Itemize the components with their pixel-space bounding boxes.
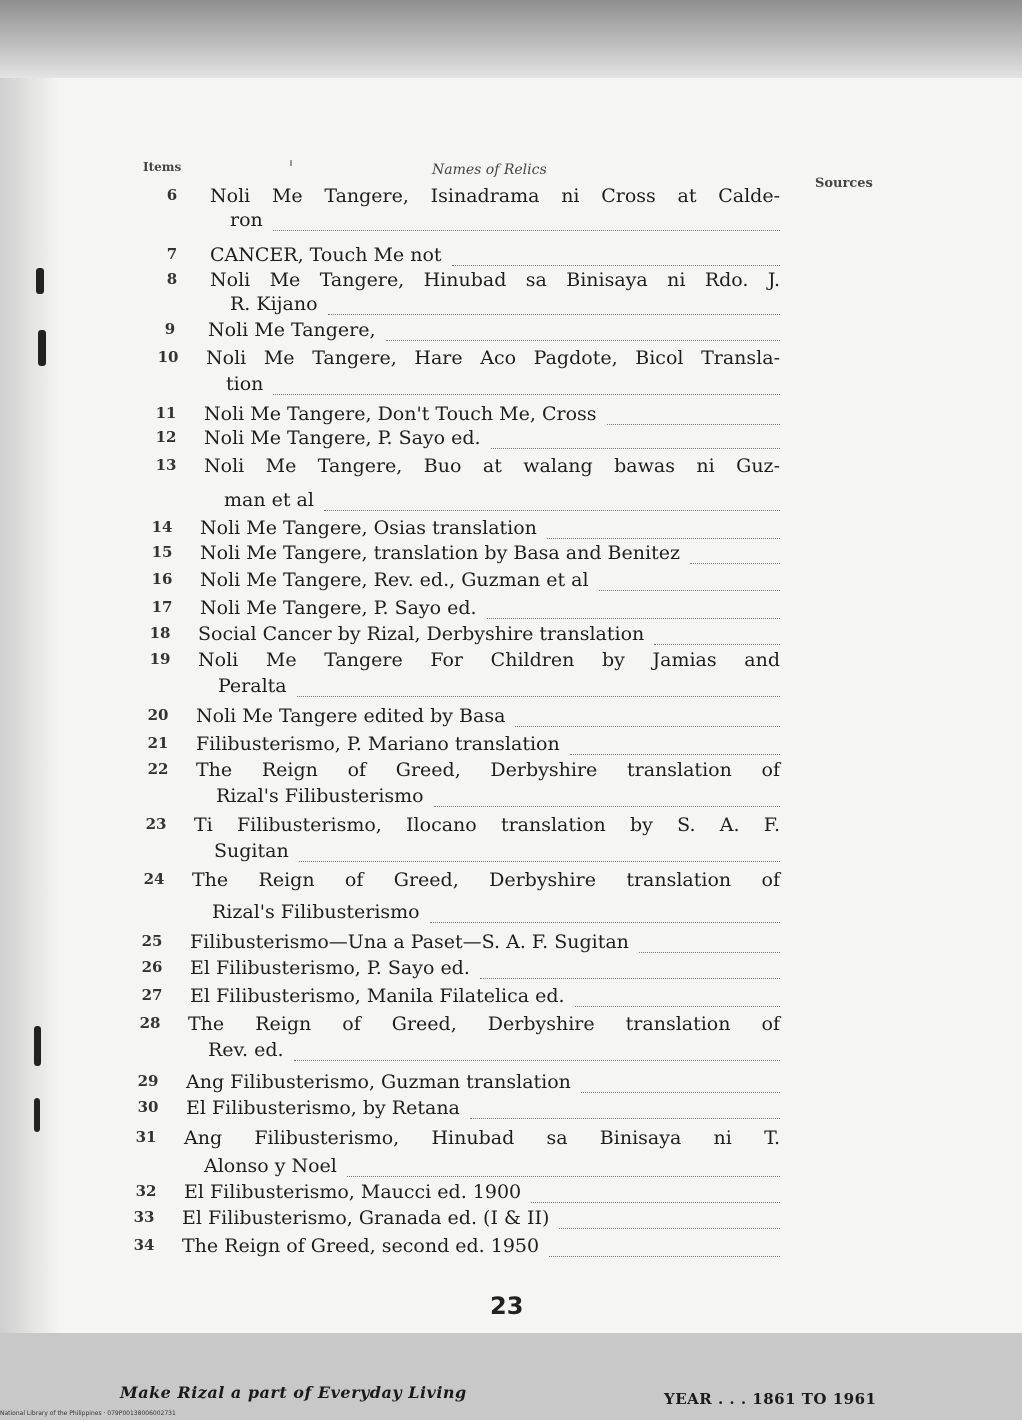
item-number: 31 — [135, 1128, 157, 1146]
dot-leader — [570, 740, 780, 755]
footer-years: YEAR . . . 1861 TO 1961 — [664, 1390, 877, 1408]
relic-name: The Reign of Greed, second ed. 1950 — [182, 1235, 540, 1257]
item-number: 12 — [155, 428, 177, 446]
item-number: 28 — [139, 1014, 161, 1032]
dot-leader — [599, 576, 780, 591]
item-number: 20 — [147, 706, 169, 724]
dot-leader — [607, 410, 780, 425]
item-number: 26 — [141, 958, 163, 976]
item-number: 25 — [141, 932, 163, 950]
dot-leader — [294, 1046, 780, 1061]
item-number: 24 — [143, 870, 165, 888]
dot-leader — [654, 630, 780, 645]
item-number: 17 — [151, 598, 173, 616]
relic-name-continued: Sugitan — [214, 840, 289, 862]
dot-leader — [491, 434, 780, 449]
item-number: 7 — [166, 245, 178, 263]
relic-name-continued: tion — [226, 373, 264, 395]
relic-name: Noli Me Tangere, Hinubad sa Binisaya ni Rdo. J. — [210, 269, 780, 291]
item-number: 6 — [166, 186, 178, 204]
dot-leader — [347, 1162, 780, 1177]
dot-leader — [480, 964, 780, 979]
dot-leader — [452, 251, 780, 266]
relic-name: Noli Me Tangere, P. Sayo ed. — [204, 427, 481, 449]
dot-leader — [297, 682, 780, 697]
item-number: 9 — [164, 320, 176, 338]
dot-leader — [515, 712, 780, 727]
relic-name-continued: Peralta — [218, 675, 287, 697]
relic-name: El Filibusterismo, Manila Filatelica ed. — [190, 985, 565, 1007]
relic-name: El Filibusterismo, Maucci ed. 1900 — [184, 1181, 522, 1203]
relic-name: Noli Me Tangere, P. Sayo ed. — [200, 597, 477, 619]
binding-shadow — [0, 78, 60, 1333]
column-header-names: Names of Relics — [432, 162, 547, 178]
dot-leader — [470, 1104, 780, 1119]
relic-name: Noli Me Tangere, translation by Basa and Benitez — [200, 542, 680, 564]
relic-name: Filibusterismo—Una a Paset—S. A. F. Sugitan — [190, 931, 629, 953]
dot-leader — [559, 1214, 780, 1229]
relic-name: Noli Me Tangere, Rev. ed., Guzman et al — [200, 569, 589, 591]
item-number: 22 — [147, 760, 169, 778]
dot-leader — [430, 908, 780, 923]
dot-leader — [487, 604, 780, 619]
dot-leader — [549, 1242, 780, 1257]
relic-name: The Reign of Greed, Derbyshire translation of — [188, 1013, 780, 1035]
dot-leader — [273, 216, 780, 231]
dot-leader — [324, 496, 780, 511]
relic-name: Noli Me Tangere, Isinadrama ni Cross at Calde- — [210, 185, 780, 207]
relic-name: Noli Me Tangere edited by Basa — [196, 705, 506, 727]
dot-leader — [690, 549, 780, 564]
item-number: 18 — [149, 624, 171, 642]
scan-top-shadow — [0, 0, 1022, 78]
scan-source-strip: National Library of the Philippines · 079P00138006002731 — [0, 1410, 176, 1417]
dot-leader — [581, 1078, 780, 1093]
relic-name: Noli Me Tangere, Osias translation — [200, 517, 537, 539]
relic-name-continued: R. Kijano — [230, 293, 318, 315]
dot-leader — [299, 847, 780, 862]
item-number: 11 — [155, 404, 177, 422]
relic-name: Noli Me Tangere, — [208, 319, 376, 341]
binding-mark — [38, 330, 46, 366]
relic-name-continued: Rizal's Filibusterismo — [216, 785, 424, 807]
dot-leader — [639, 938, 780, 953]
dot-leader — [328, 300, 780, 315]
relic-name: Ang Filibusterismo, Hinubad sa Binisaya ni T. — [184, 1127, 780, 1149]
item-number: 16 — [151, 570, 173, 588]
item-number: 34 — [133, 1236, 155, 1254]
footer-motto: Make Rizal a part of Everyday Living — [120, 1383, 467, 1402]
relic-name-continued: Rev. ed. — [208, 1039, 284, 1061]
relic-name: Noli Me Tangere, Hare Aco Pagdote, Bicol Transla- — [206, 347, 780, 369]
relic-name: El Filibusterismo, by Retana — [186, 1097, 460, 1119]
relic-name-continued: Alonso y Noel — [204, 1155, 337, 1177]
binding-mark — [36, 268, 44, 294]
dot-leader — [434, 792, 780, 807]
dot-leader — [531, 1188, 780, 1203]
relic-name: El Filibusterismo, Granada ed. (I & II) — [182, 1207, 550, 1229]
relic-name: The Reign of Greed, Derbyshire translation of — [192, 869, 780, 891]
header-tick — [290, 160, 292, 166]
dot-leader — [273, 380, 780, 395]
binding-mark — [34, 1026, 41, 1066]
relic-name: Ti Filibusterismo, Ilocano translation by S. A. F. — [194, 814, 780, 836]
relic-name-continued: Rizal's Filibusterismo — [212, 901, 420, 923]
relic-name: CANCER, Touch Me not — [210, 244, 442, 266]
relic-name: Noli Me Tangere, Buo at walang bawas ni Guz- — [204, 455, 780, 477]
binding-mark — [34, 1098, 40, 1132]
relic-name: Noli Me Tangere, Don't Touch Me, Cross — [204, 403, 597, 425]
item-number: 33 — [133, 1208, 155, 1226]
relic-name: Ang Filibusterismo, Guzman translation — [186, 1071, 571, 1093]
item-number: 19 — [149, 650, 171, 668]
item-number: 14 — [151, 518, 173, 536]
item-number: 29 — [137, 1072, 159, 1090]
column-header-sources: Sources — [815, 176, 873, 191]
relic-name: El Filibusterismo, P. Sayo ed. — [190, 957, 470, 979]
item-number: 13 — [155, 456, 177, 474]
relic-name: Filibusterismo, P. Mariano translation — [196, 733, 560, 755]
page-number: 23 — [490, 1292, 524, 1320]
relic-name: Social Cancer by Rizal, Derbyshire translation — [198, 623, 645, 645]
item-number: 32 — [135, 1182, 157, 1200]
relic-name-continued: ron — [230, 209, 263, 231]
relic-name: Noli Me Tangere For Children by Jamias and — [198, 649, 780, 671]
column-header-items: Items — [143, 160, 182, 174]
item-number: 23 — [145, 815, 167, 833]
relic-name-continued: man et al — [224, 489, 314, 511]
relic-name: The Reign of Greed, Derbyshire translation of — [196, 759, 780, 781]
item-number: 30 — [137, 1098, 159, 1116]
item-number: 8 — [166, 270, 178, 288]
item-number: 10 — [157, 348, 179, 366]
item-number: 27 — [141, 986, 163, 1004]
dot-leader — [547, 524, 780, 539]
item-number: 21 — [147, 734, 169, 752]
dot-leader — [386, 326, 780, 341]
dot-leader — [575, 992, 780, 1007]
item-number: 15 — [151, 543, 173, 561]
